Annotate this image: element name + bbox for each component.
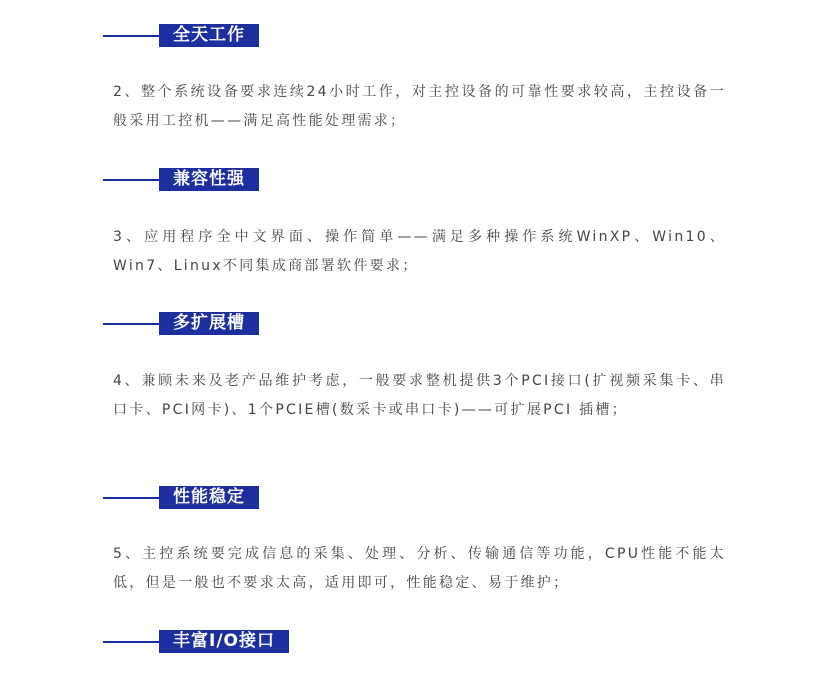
section-heading: 丰富I/O接口 [159, 630, 289, 653]
section-heading: 全天工作 [159, 24, 259, 47]
section-header-io-ports [103, 630, 289, 653]
section-paragraph: 4、兼顾未来及老产品维护考虑，一般要求整机提供3个PCI接口(扩视频采集卡、串口卡、PCI网卡)、1个PCIE槽(数采卡或串口卡)——可扩展PCI 插槽； [113, 373, 726, 418]
header-divider-line [103, 35, 159, 37]
section-heading: 兼容性强 [159, 168, 259, 191]
header-divider-line [103, 323, 159, 325]
header-divider-line [103, 179, 159, 181]
section-heading: 多扩展槽 [159, 312, 259, 335]
section-paragraph: 5、主控系统要完成信息的采集、处理、分析、传输通信等功能，CPU性能不能太低，但是一般也不要求太高，适用即可，性能稳定、易于维护； [113, 546, 726, 591]
header-divider-line [103, 641, 159, 643]
header-divider-line [103, 497, 159, 499]
section-header-all-day [103, 24, 259, 47]
section-header-expansion-slots [103, 312, 259, 335]
section-header-compatibility [103, 168, 259, 191]
section-heading: 性能稳定 [159, 486, 259, 509]
section-paragraph: 2、整个系统设备要求连续24小时工作，对主控设备的可靠性要求较高，主控设备一般采用工控机——满足高性能处理需求； [113, 84, 726, 129]
section-header-stable-performance [103, 486, 259, 509]
section-paragraph: 3、应用程序全中文界面、操作简单——满足多种操作系统WinXP、Win10、Win7、Linux不同集成商部署软件要求； [113, 229, 726, 274]
